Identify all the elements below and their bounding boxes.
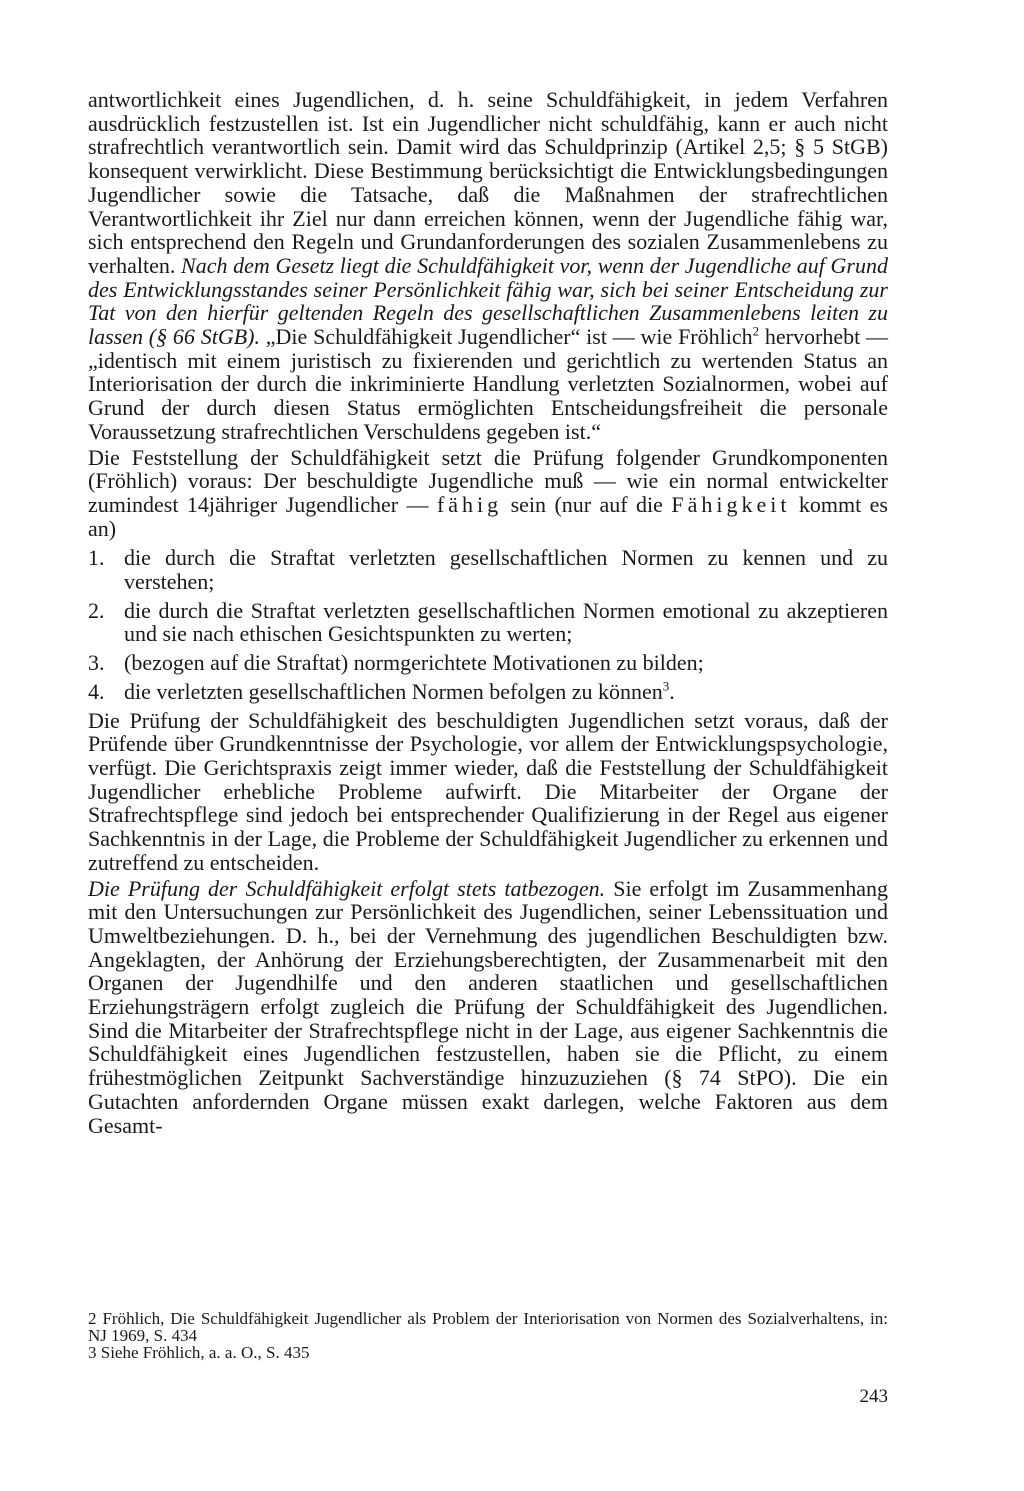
paragraph-2-text-a: Die Feststellung der Schuldfähigkeit setzt die Prüfung folgender Grundkomponenten (Fröhlich) voraus: Der beschuldigte Jugendliche muß — wie ein normal entwickelter zumindest 14jähriger Jugendlicher — — [88, 444, 888, 517]
footnote-ref-3: 3 — [662, 678, 670, 694]
list-item — [88, 599, 888, 646]
paragraph-3: Die Prüfung der Schuldfähigkeit des beschuldigten Jugendlichen setzt voraus, daß der Prüfende über Grundkenntnisse der Psychologie, vor allem der Entwicklungspsychologie, verfügt. Die Gerichtspraxis zeigt immer wieder, daß die Feststellung der Schuldfähigkeit Jugendlicher erhebliche Probleme aufwirft. Die Mitarbeiter der Organe der Strafrechtspflege sind jedoch bei entsprechender Qualifizierung in der Regel aus eigener Sachkenntnis in der Lage, die Probleme der Schuldfähigkeit Jugendlicher zu erkennen und zutreffend zu entscheiden. — [88, 707, 888, 875]
paragraph-1-text-c: hervorhebt — „identisch mit einem juristisch zu fixierenden und gerichtlich zu wertenden Status an Interiorisation der durch die inkriminierte Handlung verletzten Sozialnormen, wobei auf Grund der durch diesen Status ermöglichten Entscheidungsfreiheit die personale Voraussetzung strafrechtlichen Verschuldens gegeben ist.“ — [88, 324, 889, 444]
page-body — [88, 88, 888, 1137]
paragraph-4-italic: Die Prüfung der Schuldfähigkeit erfolgt stets tatbezogen. — [88, 875, 606, 901]
paragraph-2-text-c: kommt es an) — [88, 491, 888, 541]
list-number: 2. — [88, 597, 105, 623]
paragraph-4-text: Sie erfolgt im Zusammenhang mit den Untersuchungen zur Persönlichkeit des Jugendlichen, seiner Lebenssituation und Umweltbeziehungen. D. h., bei der Vernehmung des jugendlichen Beschuldigten bzw. Angeklagten, der Anhörung der Erziehungsberechtigten, der Zusammenarbeit mit den Organen der Jugendhilfe und den anderen staatlichen und gesellschaftlichen Erziehungsträgern erfolgt zugleich die Prüfung der Schuldfähigkeit des Jugendlichen. Sind die Mitarbeiter der Strafrechtspflege nicht in der Lage, aus eigener Sachkenntnis die Schuldfähigkeit eines Jugendlichen festzustellen, haben sie die Pflicht, zu einem frühestmöglichen Zeitpunkt Sachverständige hinzuzuziehen (§ 74 StPO). Die ein Gutachten anfordernden Organe müssen exakt darlegen, welche Faktoren aus dem Gesamt- — [88, 875, 888, 1138]
paragraph-2-spaced-1: fähig — [436, 491, 503, 517]
paragraph-1-text-a: antwortlichkeit eines Jugendlichen, d. h. seine Schuldfähigkeit, in jedem Verfahren ausdrücklich festzustellen ist. Ist ein Jugendlicher nicht schuldfähig, kann er auch nicht strafrechtlich verantwortlich sein. Damit wird das Schuldprinzip (Artikel 2,5; § 5 StGB) konsequent verwirklicht. Diese Bestimmung berücksichtigt die Entwicklungsbedingungen Jugendlicher sowie die Tatsache, daß die Maßnahmen der strafrechtlichen Verantwortlichkeit ihr Ziel nur dann erreichen können, wenn der Jugendliche fähig war, sich entsprechend den Regeln und Grundanforderungen des sozialen Zusammenlebens zu verhalten. — [88, 87, 888, 278]
footnote-2: 2 Fröhlich, Die Schuldfähigkeit Jugendlicher als Problem der Interiorisation von Normen des Sozialverhaltens, in: NJ 1969, S. 434 — [88, 1309, 888, 1345]
paragraph-1 — [88, 88, 888, 444]
paragraph-2-text-b: sein (nur auf die — [502, 491, 672, 517]
paragraph-4 — [88, 877, 888, 1138]
list-number: 3. — [88, 650, 105, 676]
list-text: (bezogen auf die Straftat) normgerichtete Motivationen zu bilden; — [124, 650, 704, 676]
list-text: die durch die Straftat verletzten gesellschaftlichen Normen emotional zu akzeptieren und sie nach ethischen Gesichtspunkten zu werten; — [124, 597, 888, 647]
list-text: die verletzten gesellschaftlichen Normen befolgen zu können — [124, 678, 663, 704]
paragraph-1-text-b: „Die Schuldfähigkeit Jugendlicher“ ist — wie Fröhlich — [259, 324, 753, 350]
list-number: 1. — [88, 545, 105, 571]
list-item — [88, 546, 888, 593]
paragraph-1-italic: Nach dem Gesetz liegt die Schuldfähigkeit vor, wenn der Jugendliche auf Grund des Entwicklungsstandes seiner Persönlichkeit fähig war, sich bei seiner Entscheidung zur Tat von den hierfür geltenden Regeln des gesellschaftlichen Zusammenlebens leiten zu lassen (§ 66 StGB). — [88, 252, 888, 350]
list-text: die durch die Straftat verletzten gesellschaftlichen Normen zu kennen und zu verstehen; — [124, 545, 888, 595]
footnote-ref-2: 2 — [752, 323, 760, 339]
list-text-end: . — [669, 678, 675, 704]
footnote-3: 3 Siehe Fröhlich, a. a. O., S. 435 — [88, 1343, 310, 1362]
component-list — [88, 546, 888, 703]
paragraph-2-spaced-2: Fähigkeit — [671, 491, 791, 517]
list-text-wrapper — [124, 680, 888, 704]
list-item — [88, 680, 888, 704]
page-number: 243 — [859, 1386, 888, 1407]
paragraph-2 — [88, 446, 888, 541]
footnotes — [88, 1310, 888, 1361]
list-item — [88, 651, 888, 675]
list-number: 4. — [88, 678, 105, 704]
